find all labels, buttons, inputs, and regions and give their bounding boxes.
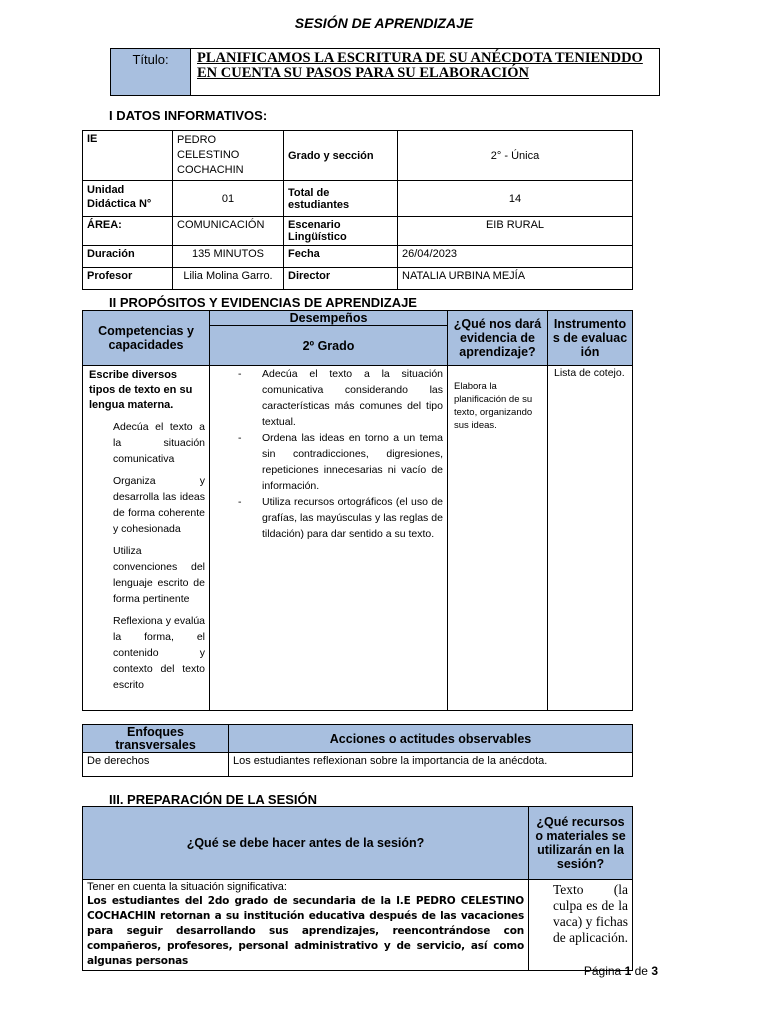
info-key: Profesor <box>83 268 173 290</box>
situation-body: Los estudiantes del 2do grado de secundaria de la I.E PEDRO CELESTINO COCHACHIN retornan a su institución educativa después de las vacaciones para seguir desarrollando sus aprendizajes, reencontrándose con compañeros, profesores, personal administrativo y de servicio, así como algunas personas <box>87 895 524 967</box>
capacidad-text: Utiliza convenciones del lenguaje escrito de forma pertinente <box>113 545 205 605</box>
desempeno-item: - Ordena las ideas en torno a un tema sin contradicciones, digresiones, repeticiones innecesarias ni vacío de información. <box>262 430 443 494</box>
header-grado: 2º Grado <box>210 326 448 366</box>
instrumento-cell: Lista de cotejo. <box>548 366 633 711</box>
situation-intro: Tener en cuenta la situación significativa: <box>87 881 287 893</box>
info-key: IE <box>83 131 173 181</box>
header-competencias: Competencias y capacidades <box>83 311 210 366</box>
purposes-body-row <box>83 366 633 711</box>
info-value: 135 MINUTOS <box>173 246 284 268</box>
info-key: Escenario Lingüístico <box>284 217 398 246</box>
info-table <box>82 130 633 290</box>
enfoque-value: De derechos <box>83 753 229 777</box>
page-number <box>584 964 658 978</box>
info-key: Unidad Didáctica N° <box>83 181 173 217</box>
title-label: Título: <box>111 49 191 95</box>
info-value: 01 <box>173 181 284 217</box>
info-value: EIB RURAL <box>398 217 633 246</box>
section-2-heading: II PROPÓSITOS Y EVIDENCIAS DE APRENDIZAJE <box>109 295 417 310</box>
info-key: Grado y sección <box>284 131 398 181</box>
header-desempenos: Desempeños <box>210 311 448 326</box>
preparation-table <box>82 806 633 971</box>
header-acciones: Acciones o actitudes observables <box>229 725 633 753</box>
info-key: Fecha <box>284 246 398 268</box>
recursos-cell: Texto (la culpa es de la vaca) y fichas de aplicación. <box>529 880 633 971</box>
section-3-heading: III. PREPARACIÓN DE LA SESIÓN <box>109 792 318 807</box>
info-value: NATALIA URBINA MEJÍA <box>398 268 633 290</box>
capacidad-item <box>89 419 205 467</box>
desempeno-item: - Utiliza recursos ortográficos (el uso de grafías, las mayúsculas y las reglas de tildación) para dar sentido a su texto. <box>262 494 443 542</box>
competencias-cell <box>83 366 210 711</box>
page-total: 3 <box>651 964 658 978</box>
capacidad-item <box>89 473 205 537</box>
info-key: Director <box>284 268 398 290</box>
page-label: Página <box>583 964 622 978</box>
info-row <box>83 268 633 290</box>
capacidad-text: Organiza y desarrolla las ideas de forma coherente y cohesionada <box>113 475 205 535</box>
capacidad-item <box>89 543 205 607</box>
competencia-text: Escribe diversos tipos de texto en su lengua materna. <box>89 369 193 411</box>
header-evidencia: ¿Qué nos dará evidencia de aprendizaje? <box>448 311 548 366</box>
enfoques-row <box>83 753 633 777</box>
header-antes-sesion: ¿Qué se debe hacer antes de la sesión? <box>83 807 529 880</box>
info-value: 2° - Única <box>398 131 633 181</box>
info-row <box>83 246 633 268</box>
session-title-box <box>110 48 660 96</box>
preparation-text-cell <box>83 880 529 971</box>
title-value: PLANIFICAMOS LA ESCRITURA DE SU ANÉCDOTA TENIENDDO EN CUENTA SU PASOS PARA SU ELABORACIÓN <box>197 50 643 81</box>
info-key: Total de estudiantes <box>284 181 398 217</box>
purposes-header-row <box>83 311 633 326</box>
preparation-row <box>83 880 633 971</box>
info-row <box>83 217 633 246</box>
header-recursos: ¿Qué recursos o materiales se utilizarán en la sesión? <box>529 807 633 880</box>
info-row <box>83 181 633 217</box>
page-of: de <box>634 964 648 978</box>
desempenos-cell <box>210 366 448 711</box>
header-enfoques: Enfoques transversales <box>83 725 229 753</box>
info-value: PEDRO CELESTINO COCHACHIN <box>173 131 284 181</box>
document-title: SESIÓN DE APRENDIZAJE <box>294 15 474 31</box>
accion-value: Los estudiantes reflexionan sobre la importancia de la anécdota. <box>229 753 633 777</box>
info-value: 14 <box>398 181 633 217</box>
info-row <box>83 131 633 181</box>
info-value: COMUNICACIÓN <box>173 217 284 246</box>
info-value: 26/04/2023 <box>398 246 633 268</box>
capacidad-text: Adecúa el texto a la situación comunicativa <box>113 421 205 465</box>
enfoques-table <box>82 724 633 777</box>
preparation-header-row <box>83 807 633 880</box>
desempeno-item: - Adecúa el texto a la situación comunicativa considerando las características más comunes del tipo textual. <box>262 366 443 430</box>
capacidad-item <box>89 613 205 693</box>
info-key: Duración <box>83 246 173 268</box>
purposes-table <box>82 310 633 711</box>
section-1-heading: I DATOS INFORMATIVOS: <box>109 108 268 123</box>
evidencia-cell: Elabora la planificación de su texto, organizando sus ideas. <box>448 366 548 711</box>
info-key: ÁREA: <box>83 217 173 246</box>
capacidad-text: Reflexiona y evalúa la forma, el contenido y contexto del texto escrito <box>113 615 205 691</box>
enfoques-header-row <box>83 725 633 753</box>
header-instrumento: Instrumentos de evaluación <box>548 311 633 366</box>
page-current: 1 <box>624 964 632 978</box>
info-value: Lilia Molina Garro. <box>173 268 284 290</box>
